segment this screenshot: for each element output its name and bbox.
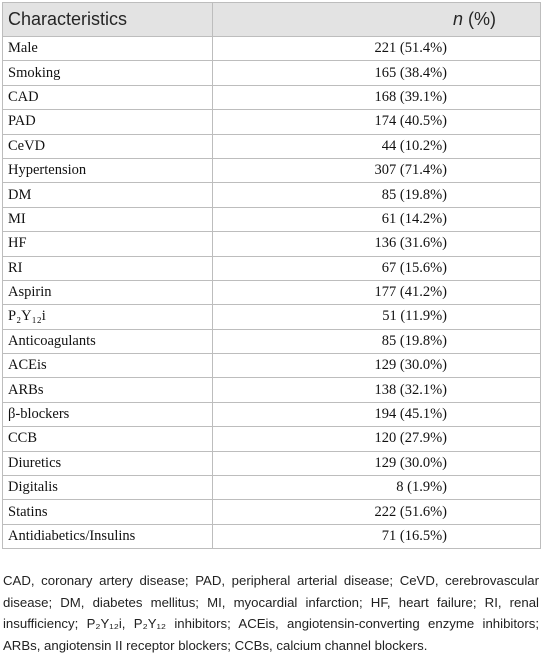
- table-row: [3, 37, 541, 61]
- row-characteristic: β-blockers: [3, 402, 213, 426]
- row-count-percent: 129 (30.0%): [213, 354, 541, 378]
- row-characteristic: HF: [3, 232, 213, 256]
- table-row: [3, 207, 541, 231]
- table-row: [3, 183, 541, 207]
- row-count-percent: 67 (15.6%): [213, 256, 541, 280]
- table-row: [3, 158, 541, 182]
- row-characteristic: ARBs: [3, 378, 213, 402]
- row-characteristic: ACEis: [3, 354, 213, 378]
- header-characteristics: Characteristics: [3, 3, 213, 37]
- table-row: [3, 329, 541, 353]
- row-characteristic: Diuretics: [3, 451, 213, 475]
- row-count-percent: 222 (51.6%): [213, 500, 541, 524]
- table-row: [3, 378, 541, 402]
- row-count-percent: 174 (40.5%): [213, 110, 541, 134]
- row-characteristic: CAD: [3, 85, 213, 109]
- row-count-percent: 71 (16.5%): [213, 524, 541, 548]
- table-row: [3, 451, 541, 475]
- row-count-percent: 221 (51.4%): [213, 37, 541, 61]
- header-percent: (%): [463, 9, 496, 29]
- row-count-percent: 85 (19.8%): [213, 183, 541, 207]
- table-row: [3, 85, 541, 109]
- row-count-percent: 44 (10.2%): [213, 134, 541, 158]
- table-row: [3, 134, 541, 158]
- row-characteristic: Smoking: [3, 61, 213, 85]
- row-count-percent: 136 (31.6%): [213, 232, 541, 256]
- table-row: [3, 500, 541, 524]
- row-count-percent: 120 (27.9%): [213, 427, 541, 451]
- row-characteristic: Male: [3, 37, 213, 61]
- table-row: [3, 402, 541, 426]
- row-characteristic: Statins: [3, 500, 213, 524]
- row-count-percent: 129 (30.0%): [213, 451, 541, 475]
- table-row: [3, 427, 541, 451]
- row-count-percent: 8 (1.9%): [213, 476, 541, 500]
- row-count-percent: 61 (14.2%): [213, 207, 541, 231]
- header-row: [3, 3, 541, 37]
- row-characteristic: Hypertension: [3, 158, 213, 182]
- row-characteristic: Aspirin: [3, 280, 213, 304]
- row-count-percent: 51 (11.9%): [213, 305, 541, 329]
- row-characteristic: CeVD: [3, 134, 213, 158]
- row-characteristic: P₂Y₁₂i: [3, 305, 213, 329]
- table-footnote: CAD, coronary artery disease; PAD, peripheral arterial disease; CeVD, cerebrovascular disease; DM, diabetes mellitus; MI, myocardial infarction; HF, heart failure; RI, renal insufficiency; P₂Y₁₂i, P₂Y₁₂ inhibitors; ACEis, angiotensin-converting enzyme inhibitors; ARBs, angiotensin II receptor blockers; CCBs, calcium channel blockers.: [3, 573, 539, 653]
- row-characteristic: MI: [3, 207, 213, 231]
- characteristics-table: [2, 2, 541, 549]
- table-header: [3, 3, 541, 37]
- header-n-percent: [213, 3, 541, 37]
- table-row: [3, 305, 541, 329]
- table-row: [3, 256, 541, 280]
- table-row: [3, 524, 541, 548]
- row-characteristic: Antidiabetics/Insulins: [3, 524, 213, 548]
- table-row: [3, 61, 541, 85]
- table-row: [3, 354, 541, 378]
- row-count-percent: 85 (19.8%): [213, 329, 541, 353]
- table-row: [3, 232, 541, 256]
- table-row: [3, 280, 541, 304]
- row-characteristic: CCB: [3, 427, 213, 451]
- row-count-percent: 307 (71.4%): [213, 158, 541, 182]
- row-count-percent: 138 (32.1%): [213, 378, 541, 402]
- row-characteristic: DM: [3, 183, 213, 207]
- row-count-percent: 168 (39.1%): [213, 85, 541, 109]
- header-n: n: [452, 9, 463, 29]
- table-body: [3, 37, 541, 549]
- table-row: [3, 110, 541, 134]
- row-characteristic: RI: [3, 256, 213, 280]
- row-characteristic: Digitalis: [3, 476, 213, 500]
- row-characteristic: Anticoagulants: [3, 329, 213, 353]
- row-characteristic: PAD: [3, 110, 213, 134]
- row-count-percent: 194 (45.1%): [213, 402, 541, 426]
- table-row: [3, 476, 541, 500]
- row-count-percent: 177 (41.2%): [213, 280, 541, 304]
- row-count-percent: 165 (38.4%): [213, 61, 541, 85]
